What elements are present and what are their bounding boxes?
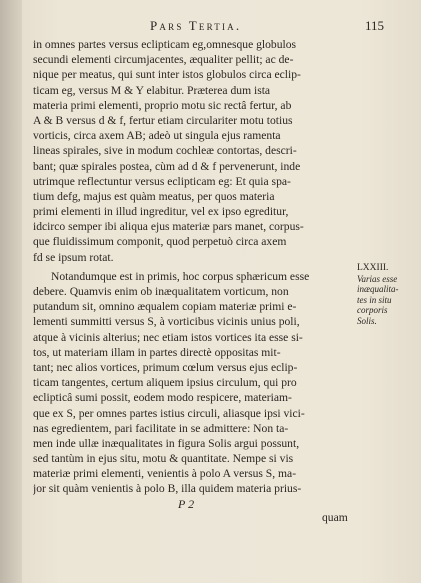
text-line: nas egredientem, pari facilitate in se admittere: Non ta- [33,421,289,435]
running-title: Pars Tertia. [150,18,242,33]
margin-gloss-line: tes in situ [357,294,392,305]
text-line: que fluidissimum componit, quod perpetuò circa axem [33,235,287,249]
text-line: fd se ipsum rotat. [33,250,114,264]
text-line: men inde ullæ inæqualitates in figura Solis argui possunt, [33,436,300,450]
text-line: tium defg, majus est quàm meatus, per quos materia [33,189,275,203]
text-line: primi elementi in illud ingreditur, vel ex ipso egreditur, [33,205,289,219]
text-line: ticam eg, versus M & Y elabitur. Præterea dum ista [33,83,271,97]
margin-gloss-line: corporis [357,305,388,315]
margin-gloss-line: Varias esse [357,273,398,284]
page-header [0,18,421,34]
text-line: A & B versus d & f, fertur etiam circulariter motu totius [33,113,293,127]
text-line: eclipticâ sumi possit, eodem modo respicere, materiam- [33,391,292,405]
text-line: secundi elementi circumjacentes, æqualiter pellit; ac de- [33,53,294,67]
text-line: bant; quæ spirales postea, cùm ad d & f pervenerunt, inde [33,159,301,173]
text-line: putandum sit, omnino æqualem copiam materiæ primi e- [33,300,297,314]
text-line: nique per meatus, qui sunt inter istos globulos circa eclip- [33,68,301,82]
text-line: sed tantùm in ejus situ, motu & quantitate. Nempe si vis [33,452,294,466]
margin-gloss-line: inæqualita- [357,284,399,294]
text-line: ticam tangentes, certum aliquem ipsius circulum, qui pro [33,376,297,390]
text-line: debere. Quamvis enim ob inæqualitatem vorticum, non [33,285,289,298]
text-line: Notandumque est in primis, hoc corpus sphæricum esse [51,269,310,283]
text-line: materiæ primi elementi, venientis à polo A versus S, ma- [33,467,297,481]
signature-mark: P 2 [178,497,195,511]
text-line: jor sit quàm venientis à polo B, illa quidem materia prius- [33,482,302,496]
text-line: atque à vicinis alterius; nec etiam istos vortices ita esse si- [33,330,303,344]
text-line: vorticis, circa axem AB; adeò ut singula ejus ramenta [33,129,281,143]
text-line: materia primi elementi, proprio motu sic rectâ fertur, ab [33,98,292,112]
text-line: utrimque reflectuntur versus eclipticam eg: Et quia spa- [33,174,291,188]
text-line: in omnes partes versus eclipticam eg,omnesque globulos [33,38,297,51]
paragraph-2 [33,269,355,497]
catchword: quam [322,511,348,524]
margin-gloss-line: Solis. [357,315,377,326]
text-line: idcirco semper ibi aliqua ejus materiæ pars manet, corpus- [33,220,304,234]
binding-gutter [0,0,22,583]
text-line: lineas spirales, sive in modum cochleæ contortas, descri- [33,144,297,158]
text-block [33,37,355,497]
margin-article-number: LXXIII. [357,263,389,273]
margin-note [357,263,415,326]
page-number: 115 [365,18,385,33]
text-line: que ex S, per omnes partes istius circuli, aliasque ipsi vici- [33,406,305,420]
text-line: tant; nec alios vortices, primum cœlum versus ejus eclip- [33,360,298,374]
text-line: lementi summitti versus S, à vorticibus vicinis unius poli, [33,315,300,329]
paragraph-1 [33,37,355,265]
text-line: tos, ut materiam illam in partes directè oppositas mit- [33,345,281,359]
